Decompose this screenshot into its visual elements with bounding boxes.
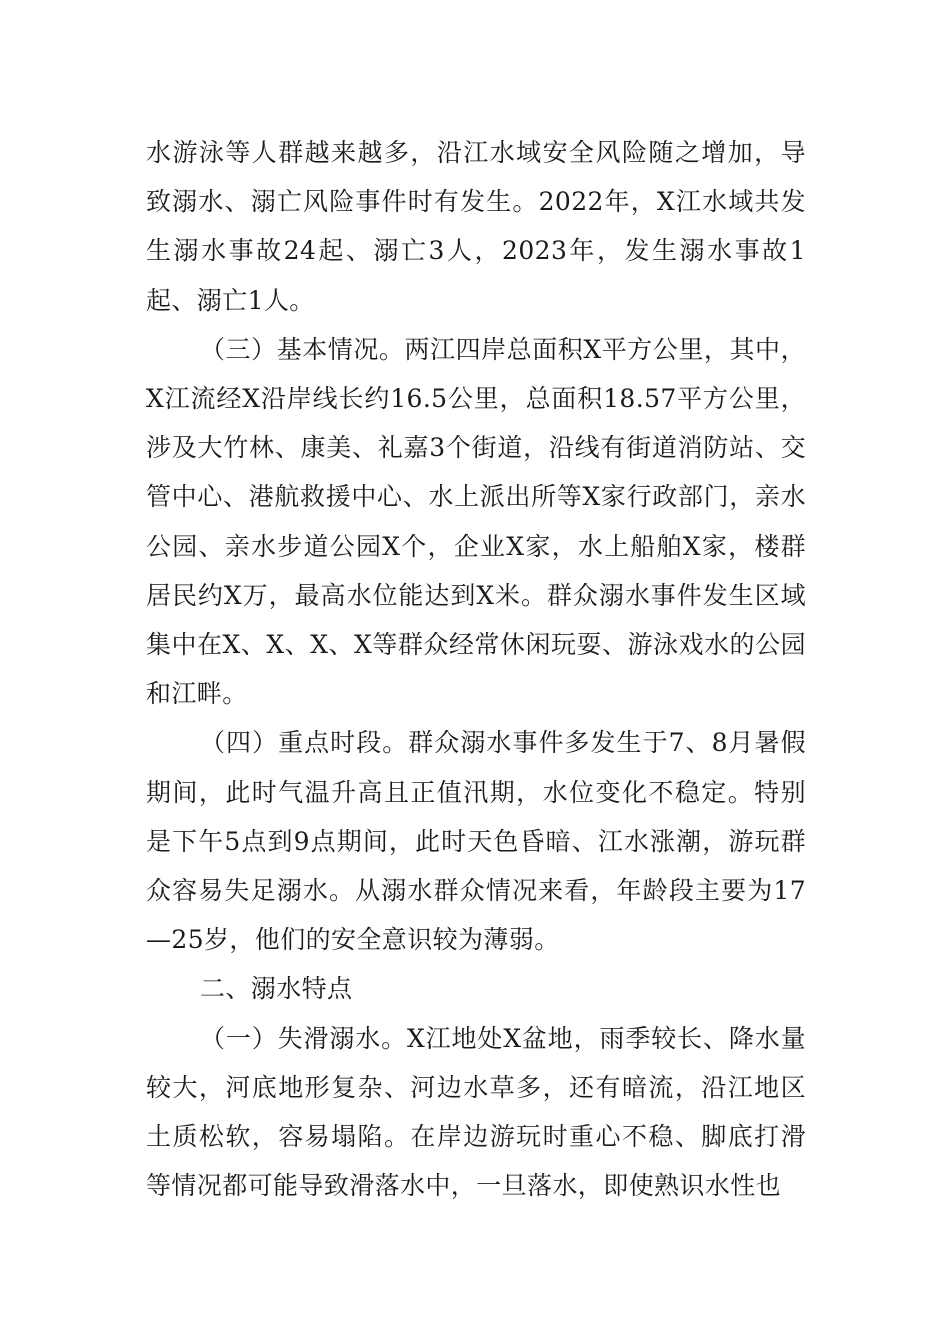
paragraph-slip-drowning: （一）失滑溺水。X江地处X盆地，雨季较长、降水量较大，河底地形复杂、河边水草多，还有暗流，沿江地区土质松软，容易塌陷。在岸边游玩时重心不稳、脚底打滑等情况都可能导致滑落水中，一旦落水，即使熟识水性也 xyxy=(146,1023,806,1201)
paragraph-continuation: 水游泳等人群越来越多，沿江水域安全风险随之增加，导致溺水、溺亡风险事件时有发生。2022年，X江水域共发生溺水事故24起、溺亡3人，2023年，发生溺水事故1起、溺亡1人。 xyxy=(146,138,806,315)
section-heading-drowning-features: 二、溺水特点 xyxy=(200,974,353,1004)
document-body xyxy=(146,128,806,1210)
paragraph-key-periods: （四）重点时段。群众溺水事件多发生于7、8月暑假期间，此时气温升高且正值汛期，水位变化不稳定。特别是下午5点到9点期间，此时天色昏暗、江水涨潮，游玩群众容易失足溺水。从溺水群众情况来看，年龄段主要为17—25岁，他们的安全意识较为薄弱。 xyxy=(146,728,806,955)
paragraph-basic-situation: （三）基本情况。两江四岸总面积X平方公里，其中，X江流经X沿岸线长约16.5公里，总面积18.57平方公里，涉及大竹林、康美、礼嘉3个街道，沿线有街道消防站、交管中心、港航救援中心、水上派出所等X家行政部门，亲水公园、亲水步道公园X个，企业X家，水上船舶X家，楼群居民约X万，最高水位能达到X米。群众溺水事件发生区域集中在X、X、X、X等群众经常休闲玩耍、游泳戏水的公园和江畔。 xyxy=(146,334,806,709)
